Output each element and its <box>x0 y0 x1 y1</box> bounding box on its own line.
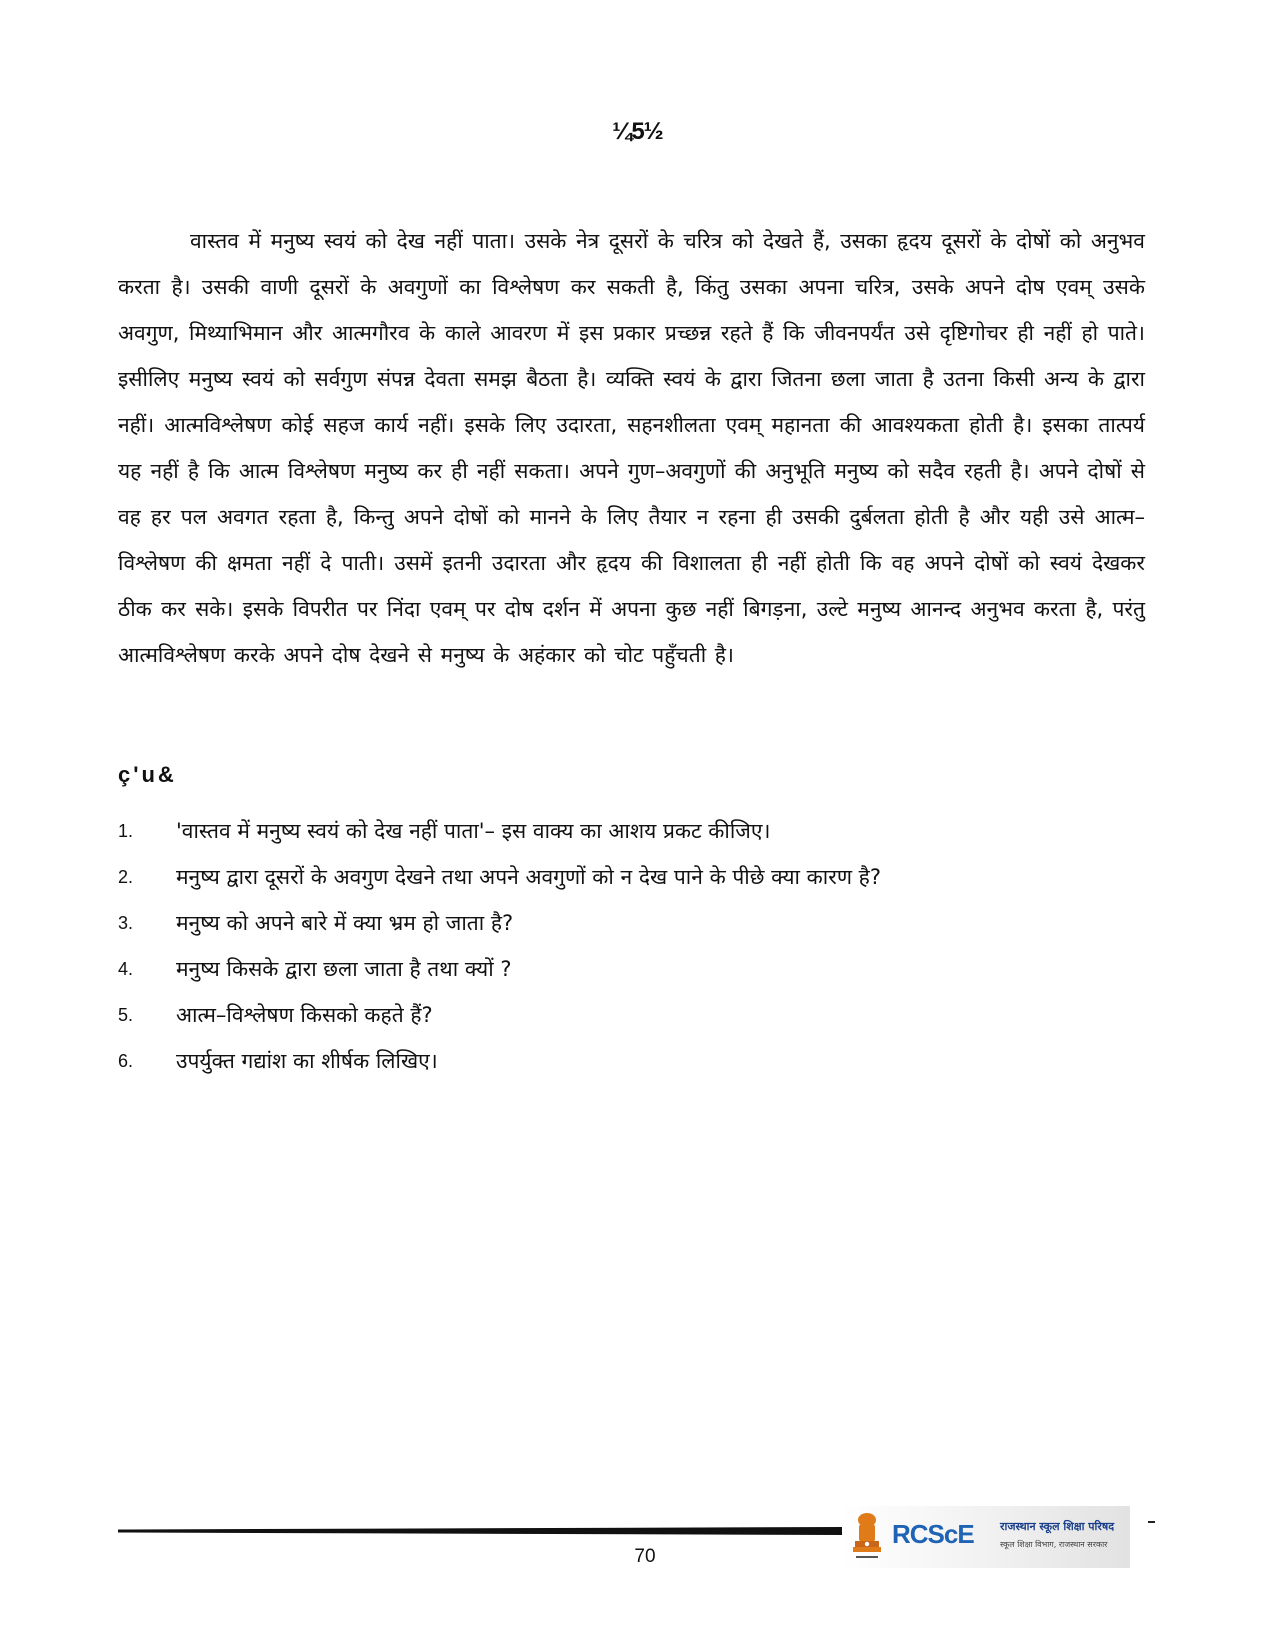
question-number: 6. <box>118 1050 134 1071</box>
question-number: 4. <box>118 958 134 979</box>
question-item <box>118 808 1118 854</box>
question-number: 5. <box>118 1004 134 1025</box>
question-text: मनुष्य किसके द्वारा छला जाता है तथा क्यों ? <box>176 957 512 981</box>
question-item <box>118 900 1118 946</box>
question-list <box>118 808 1118 1084</box>
section-number: ¼5½ <box>612 118 663 145</box>
page-number: 70 <box>634 1546 656 1567</box>
footer-dash <box>1148 1521 1155 1523</box>
question-number: 2. <box>118 866 134 887</box>
question-text: मनुष्य को अपने बारे में क्या भ्रम हो जाता है? <box>176 911 514 935</box>
question-item <box>118 992 1118 1038</box>
question-item <box>118 946 1118 992</box>
footer-logo <box>842 1506 1130 1568</box>
question-text: आत्म–विश्लेषण किसको कहते हैं? <box>176 1003 433 1027</box>
footer-divider <box>118 1527 843 1535</box>
logo-name: RCScE <box>892 1519 974 1549</box>
question-item <box>118 854 1118 900</box>
question-text: मनुष्य द्वारा दूसरों के अवगुण देखने तथा अपने अवगुणों को न देख पाने के पीछे क्या कारण है? <box>176 865 881 889</box>
question-text: उपर्युक्त गद्यांश का शीर्षक लिखिए। <box>176 1049 438 1073</box>
logo-title: राजस्थान स्कूल शिक्षा परिषद <box>1000 1520 1115 1533</box>
question-number: 3. <box>118 912 134 933</box>
passage-text: वास्तव में मनुष्य स्वयं को देख नहीं पाता। उसके नेत्र दूसरों के चरित्र को देखते हैं, उसका हृदय दूसरों के दोषों को अनुभव करता है। उसकी वाणी दूसरों के अवगुणों का विश्लेषण कर सकती है, किंतु उसका अपना चरित्र, उसके अपने दोष एवम् उसके अवगुण, मिथ्याभिमान और आत्मगौरव के काले आवरण में इस प्रकार प्रच्छन्न रहते हैं कि जीवनपर्यंत उसे दृष्टिगोचर ही नहीं हो पाते। इसीलिए मनुष्य स्वयं को सर्वगुण संपन्न देवता समझ बैठता है। व्यक्ति स्वयं के द्वारा जितना छला जाता है उतना किसी अन्य के द्वारा नहीं। आत्मविश्लेषण कोई सहज कार्य नहीं। इसके लिए उदारता, सहनशीलता एवम् महानता की आवश्यकता होती है। इसका तात्पर्य यह नहीं है कि आत्म विश्लेषण मनुष्य कर ही नहीं सकता। अपने गुण–अवगुणों की अनुभूति मनुष्य को सदैव रहती है। अपने दोषों से वह हर पल अवगत रहता है, किन्तु अपने दोषों को मानने के लिए तैयार न रहना ही उसकी दुर्बलता होती है और यही उसे आत्म–विश्लेषण की क्षमता नहीं दे पाती। उसमें इतनी उदारता और हृदय की विशालता ही नहीं होती कि वह अपने दोषों को स्वयं देखकर ठीक कर सके। इसके विपरीत पर निंदा एवम् पर दोष दर्शन में अपना कुछ नहीं बिगड़ना, उल्टे मनुष्य आनन्द अनुभव करता है, परंतु आत्मविश्लेषण करके अपने दोष देखने से मनुष्य के अहंकार को चोट पहुँचती है। <box>118 229 1145 667</box>
question-item <box>118 1038 1118 1084</box>
question-text: 'वास्तव में मनुष्य स्वयं को देख नहीं पाता'– इस वाक्य का आशय प्रकट कीजिए। <box>176 819 771 843</box>
questions-heading: ç'u& <box>118 762 177 787</box>
logo-subtitle: स्कूल शिक्षा विभाग, राजस्थान सरकार <box>1000 1540 1108 1549</box>
question-number: 1. <box>118 820 134 841</box>
national-emblem-icon <box>848 1510 886 1564</box>
